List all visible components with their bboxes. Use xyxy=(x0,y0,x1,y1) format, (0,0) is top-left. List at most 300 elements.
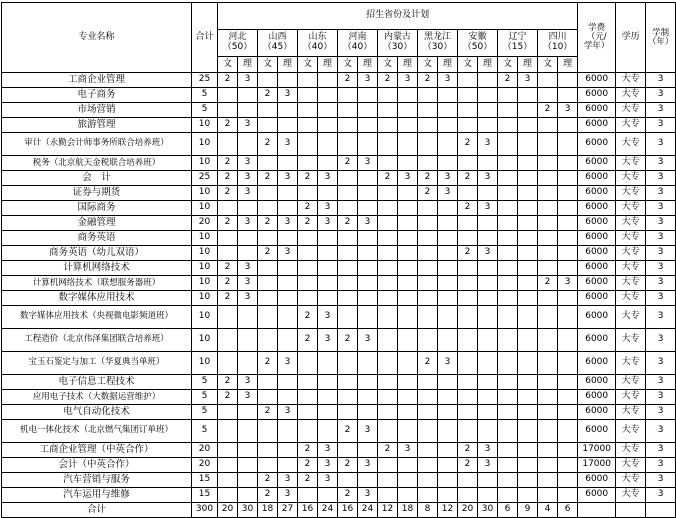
years-cell: 3 xyxy=(646,186,676,201)
education-cell: 大专 xyxy=(616,171,646,186)
plan-cell xyxy=(238,246,258,261)
education-cell: 大专 xyxy=(616,352,646,375)
plan-cell xyxy=(218,246,238,261)
plan-cell xyxy=(518,488,538,503)
plan-cell: 2 xyxy=(218,156,238,171)
plan-cell xyxy=(338,375,358,390)
plan-cell xyxy=(458,73,478,88)
plan-cell xyxy=(258,73,278,88)
plan-cell xyxy=(558,186,578,201)
plan-cell xyxy=(298,405,318,420)
plan-cell: 3 xyxy=(358,73,378,88)
plan-cell xyxy=(238,329,258,352)
plan-cell xyxy=(418,103,438,118)
education-cell: 大专 xyxy=(616,488,646,503)
row-total-cell: 10 xyxy=(192,329,218,352)
plan-cell xyxy=(338,473,358,488)
plan-cell: 2 xyxy=(218,375,238,390)
fee-cell: 6000 xyxy=(578,103,616,118)
plan-cell xyxy=(298,488,318,503)
row-total-cell: 10 xyxy=(192,306,218,329)
plan-cell xyxy=(418,201,438,216)
plan-cell xyxy=(218,88,238,103)
plan-cell: 2 xyxy=(458,133,478,156)
plan-cell xyxy=(478,216,498,231)
plan-cell: 3 xyxy=(318,306,338,329)
plan-cell xyxy=(458,216,478,231)
total-label: 合计 xyxy=(2,503,192,518)
fee-cell: 6000 xyxy=(578,291,616,306)
total-cell: 12 xyxy=(438,503,458,518)
plan-cell xyxy=(418,473,438,488)
education-cell: 大专 xyxy=(616,231,646,246)
years-cell: 3 xyxy=(646,216,676,231)
plan-cell xyxy=(558,201,578,216)
wenli-shanxi-wen: 文 xyxy=(258,57,278,73)
plan-cell xyxy=(298,103,318,118)
education-cell: 大专 xyxy=(616,458,646,473)
province-header-sichuan: 四川 （10） xyxy=(538,30,578,57)
plan-cell xyxy=(418,276,438,291)
row-total-cell: 25 xyxy=(192,171,218,186)
plan-cell xyxy=(218,133,238,156)
plan-cell xyxy=(358,103,378,118)
plan-cell xyxy=(398,133,418,156)
plan-cell xyxy=(538,375,558,390)
plan-cell xyxy=(538,420,558,443)
plan-cell xyxy=(438,458,458,473)
total-grand: 300 xyxy=(192,503,218,518)
plan-cell xyxy=(218,103,238,118)
row-total-cell: 5 xyxy=(192,375,218,390)
plan-cell: 3 xyxy=(358,420,378,443)
plan-cell xyxy=(478,186,498,201)
table-row xyxy=(2,133,676,156)
plan-cell xyxy=(338,306,358,329)
plan-cell xyxy=(518,390,538,405)
plan-cell xyxy=(318,186,338,201)
total-cell: 24 xyxy=(318,503,338,518)
fee-cell: 6000 xyxy=(578,156,616,171)
major-name-cell: 机电一体化技术（北京燃气集团订单班） xyxy=(2,420,192,443)
plan-cell xyxy=(358,133,378,156)
years-cell: 3 xyxy=(646,420,676,443)
province-header-shanxi: 山西 （45） xyxy=(258,30,298,57)
wenli-shandong-li: 理 xyxy=(318,57,338,73)
plan-cell xyxy=(338,246,358,261)
plan-cell xyxy=(378,329,398,352)
plan-cell xyxy=(538,88,558,103)
plan-cell xyxy=(338,291,358,306)
plan-cell xyxy=(398,231,418,246)
table-row xyxy=(2,118,676,133)
plan-cell xyxy=(218,458,238,473)
plan-cell: 2 xyxy=(298,473,318,488)
plan-cell xyxy=(358,186,378,201)
plan-cell xyxy=(218,473,238,488)
plan-cell xyxy=(318,118,338,133)
plan-cell xyxy=(338,276,358,291)
plan-cell xyxy=(238,443,258,458)
plan-cell xyxy=(438,261,458,276)
plan-cell: 2 xyxy=(298,458,318,473)
plan-cell xyxy=(518,103,538,118)
plan-cell: 2 xyxy=(458,246,478,261)
plan-cell xyxy=(438,375,458,390)
plan-cell xyxy=(438,276,458,291)
header-education: 学历 xyxy=(616,3,646,73)
table-row xyxy=(2,201,676,216)
plan-cell xyxy=(258,276,278,291)
plan-cell xyxy=(378,261,398,276)
plan-cell xyxy=(258,458,278,473)
plan-cell: 3 xyxy=(278,216,298,231)
plan-cell xyxy=(438,231,458,246)
plan-cell xyxy=(398,186,418,201)
table-row xyxy=(2,306,676,329)
plan-cell xyxy=(318,156,338,171)
total-cell: 4 xyxy=(538,503,558,518)
plan-cell xyxy=(278,443,298,458)
plan-cell: 3 xyxy=(238,216,258,231)
fee-cell: 17000 xyxy=(578,443,616,458)
plan-cell xyxy=(318,246,338,261)
plan-cell xyxy=(298,186,318,201)
major-name-cell: 旅游管理 xyxy=(2,118,192,133)
major-name-cell: 会 计 xyxy=(2,171,192,186)
plan-cell xyxy=(298,133,318,156)
plan-cell: 3 xyxy=(278,488,298,503)
plan-cell xyxy=(338,186,358,201)
wenli-shanxi-li: 理 xyxy=(278,57,298,73)
fee-cell: 6000 xyxy=(578,201,616,216)
plan-cell xyxy=(398,405,418,420)
plan-cell xyxy=(278,186,298,201)
plan-cell: 2 xyxy=(538,103,558,118)
plan-cell: 3 xyxy=(318,171,338,186)
major-name-cell: 商务英语 xyxy=(2,231,192,246)
total-cell: 20 xyxy=(218,503,238,518)
plan-cell xyxy=(378,375,398,390)
plan-cell xyxy=(538,156,558,171)
plan-cell xyxy=(398,103,418,118)
fee-cell: 6000 xyxy=(578,473,616,488)
plan-cell xyxy=(338,390,358,405)
plan-cell xyxy=(378,103,398,118)
plan-cell xyxy=(498,405,518,420)
total-fee-cell xyxy=(578,503,616,518)
plan-cell xyxy=(458,118,478,133)
years-cell: 3 xyxy=(646,443,676,458)
plan-cell xyxy=(298,420,318,443)
plan-cell xyxy=(458,231,478,246)
plan-cell xyxy=(438,103,458,118)
plan-cell: 2 xyxy=(538,276,558,291)
header-group-title: 招生省份及计划 xyxy=(218,3,578,30)
plan-cell xyxy=(378,291,398,306)
years-cell: 3 xyxy=(646,201,676,216)
plan-cell xyxy=(338,352,358,375)
years-cell: 3 xyxy=(646,246,676,261)
plan-cell: 3 xyxy=(478,171,498,186)
header-total: 合计 xyxy=(192,3,218,73)
major-name-cell: 商务英语（幼儿双语） xyxy=(2,246,192,261)
plan-cell xyxy=(498,458,518,473)
plan-cell xyxy=(478,276,498,291)
years-cell: 3 xyxy=(646,329,676,352)
plan-cell xyxy=(558,216,578,231)
plan-cell xyxy=(498,201,518,216)
plan-cell: 3 xyxy=(438,186,458,201)
wenli-sichuan-li: 理 xyxy=(558,57,578,73)
plan-cell: 3 xyxy=(358,329,378,352)
plan-cell xyxy=(378,352,398,375)
plan-cell xyxy=(518,405,538,420)
plan-cell xyxy=(478,420,498,443)
row-total-cell: 5 xyxy=(192,420,218,443)
plan-cell xyxy=(398,420,418,443)
plan-cell xyxy=(238,488,258,503)
plan-cell: 3 xyxy=(398,443,418,458)
plan-cell xyxy=(378,306,398,329)
plan-cell xyxy=(518,156,538,171)
plan-cell xyxy=(258,375,278,390)
major-name-cell: 汽车运用与维修 xyxy=(2,488,192,503)
plan-cell xyxy=(298,276,318,291)
plan-cell xyxy=(418,458,438,473)
plan-cell: 3 xyxy=(398,73,418,88)
plan-cell xyxy=(318,276,338,291)
plan-cell xyxy=(378,88,398,103)
years-cell: 3 xyxy=(646,88,676,103)
plan-cell xyxy=(298,88,318,103)
plan-cell xyxy=(538,390,558,405)
plan-cell xyxy=(438,216,458,231)
years-cell: 3 xyxy=(646,390,676,405)
table-row xyxy=(2,443,676,458)
plan-cell xyxy=(398,246,418,261)
table-row xyxy=(2,420,676,443)
row-total-cell: 10 xyxy=(192,118,218,133)
plan-cell: 2 xyxy=(458,458,478,473)
plan-cell xyxy=(318,405,338,420)
years-cell: 3 xyxy=(646,291,676,306)
plan-cell xyxy=(558,390,578,405)
plan-cell xyxy=(338,103,358,118)
plan-cell xyxy=(558,156,578,171)
years-cell: 3 xyxy=(646,118,676,133)
plan-cell xyxy=(418,133,438,156)
plan-cell xyxy=(318,352,338,375)
plan-cell xyxy=(298,261,318,276)
province-header-shandong: 山东 （40） xyxy=(298,30,338,57)
major-name-cell: 汽车营销与服务 xyxy=(2,473,192,488)
plan-cell xyxy=(218,443,238,458)
plan-cell xyxy=(398,352,418,375)
plan-cell: 2 xyxy=(218,216,238,231)
plan-cell xyxy=(458,375,478,390)
plan-cell xyxy=(498,420,518,443)
plan-cell xyxy=(458,352,478,375)
plan-cell xyxy=(418,231,438,246)
plan-cell xyxy=(278,420,298,443)
plan-cell xyxy=(518,118,538,133)
fee-cell: 6000 xyxy=(578,133,616,156)
total-cell: 12 xyxy=(378,503,398,518)
education-cell: 大专 xyxy=(616,276,646,291)
plan-cell: 3 xyxy=(318,329,338,352)
table-row xyxy=(2,216,676,231)
wenli-liaoning-wen: 文 xyxy=(498,57,518,73)
plan-cell xyxy=(498,443,518,458)
plan-cell xyxy=(398,306,418,329)
plan-cell: 3 xyxy=(238,186,258,201)
plan-cell: 3 xyxy=(358,156,378,171)
plan-cell: 2 xyxy=(338,420,358,443)
plan-cell xyxy=(518,291,538,306)
plan-cell xyxy=(278,276,298,291)
row-total-cell: 10 xyxy=(192,352,218,375)
wenli-liaoning-li: 理 xyxy=(518,57,538,73)
plan-cell xyxy=(538,246,558,261)
plan-cell: 3 xyxy=(318,443,338,458)
fee-cell: 6000 xyxy=(578,405,616,420)
province-header-liaoning: 辽宁 （15） xyxy=(498,30,538,57)
plan-cell: 2 xyxy=(298,171,318,186)
plan-cell xyxy=(478,261,498,276)
plan-cell xyxy=(478,156,498,171)
plan-cell xyxy=(278,73,298,88)
plan-cell xyxy=(538,73,558,88)
total-cell: 24 xyxy=(358,503,378,518)
plan-cell xyxy=(238,88,258,103)
plan-cell xyxy=(318,261,338,276)
plan-cell xyxy=(218,488,238,503)
plan-cell xyxy=(558,171,578,186)
row-total-cell: 5 xyxy=(192,88,218,103)
plan-cell xyxy=(238,405,258,420)
wenli-hebei-li: 理 xyxy=(238,57,258,73)
plan-cell xyxy=(538,458,558,473)
plan-cell xyxy=(478,473,498,488)
plan-cell xyxy=(458,88,478,103)
plan-cell xyxy=(398,261,418,276)
plan-cell xyxy=(558,246,578,261)
plan-cell xyxy=(418,246,438,261)
plan-cell: 3 xyxy=(438,352,458,375)
plan-cell xyxy=(398,118,418,133)
plan-cell xyxy=(398,156,418,171)
plan-cell xyxy=(458,390,478,405)
plan-cell xyxy=(358,201,378,216)
education-cell: 大专 xyxy=(616,216,646,231)
plan-cell xyxy=(238,201,258,216)
plan-cell: 3 xyxy=(238,118,258,133)
total-cell: 20 xyxy=(458,503,478,518)
plan-cell xyxy=(258,156,278,171)
plan-cell xyxy=(498,103,518,118)
plan-cell xyxy=(258,443,278,458)
plan-cell: 3 xyxy=(278,473,298,488)
plan-cell: 3 xyxy=(478,458,498,473)
plan-cell xyxy=(498,261,518,276)
plan-cell xyxy=(358,352,378,375)
row-total-cell: 20 xyxy=(192,443,218,458)
plan-cell: 2 xyxy=(418,352,438,375)
major-name-cell: 宝玉石鉴定与加工（华夏典当单班） xyxy=(2,352,192,375)
plan-cell: 3 xyxy=(558,276,578,291)
plan-cell xyxy=(518,458,538,473)
plan-cell xyxy=(258,186,278,201)
plan-cell: 2 xyxy=(258,88,278,103)
plan-cell xyxy=(558,420,578,443)
years-cell: 3 xyxy=(646,352,676,375)
plan-cell: 2 xyxy=(258,171,278,186)
plan-cell xyxy=(558,73,578,88)
major-name-cell: 工商企业管理（中英合作） xyxy=(2,443,192,458)
total-cell: 16 xyxy=(338,503,358,518)
plan-cell xyxy=(318,231,338,246)
plan-cell xyxy=(558,473,578,488)
plan-cell xyxy=(558,118,578,133)
major-name-cell: 金融管理 xyxy=(2,216,192,231)
plan-cell xyxy=(238,231,258,246)
plan-cell xyxy=(438,156,458,171)
plan-cell: 3 xyxy=(238,390,258,405)
plan-cell xyxy=(338,405,358,420)
plan-cell xyxy=(258,103,278,118)
plan-cell xyxy=(378,118,398,133)
plan-cell xyxy=(518,329,538,352)
major-name-cell: 工商企业管理 xyxy=(2,73,192,88)
plan-cell xyxy=(518,231,538,246)
major-name-cell: 数字媒体应用技术 xyxy=(2,291,192,306)
plan-cell: 2 xyxy=(418,73,438,88)
fee-cell: 6000 xyxy=(578,73,616,88)
plan-cell xyxy=(298,73,318,88)
total-cell: 6 xyxy=(558,503,578,518)
plan-cell xyxy=(558,133,578,156)
table-row xyxy=(2,261,676,276)
wenli-hebei-wen: 文 xyxy=(218,57,238,73)
plan-cell xyxy=(558,88,578,103)
plan-cell xyxy=(298,246,318,261)
plan-cell xyxy=(438,291,458,306)
plan-cell xyxy=(438,473,458,488)
years-cell: 3 xyxy=(646,73,676,88)
total-cell: 6 xyxy=(498,503,518,518)
fee-cell: 6000 xyxy=(578,231,616,246)
plan-cell: 2 xyxy=(458,171,478,186)
plan-cell xyxy=(358,375,378,390)
plan-cell xyxy=(498,276,518,291)
plan-cell xyxy=(398,473,418,488)
plan-cell xyxy=(458,156,478,171)
plan-cell xyxy=(398,291,418,306)
major-name-cell: 国际商务 xyxy=(2,201,192,216)
plan-cell xyxy=(518,261,538,276)
plan-cell: 2 xyxy=(298,443,318,458)
plan-cell xyxy=(278,103,298,118)
major-name-cell: 计算机网络技术（联想服务器班） xyxy=(2,276,192,291)
plan-cell xyxy=(378,201,398,216)
row-total-cell: 25 xyxy=(192,73,218,88)
plan-cell: 2 xyxy=(338,73,358,88)
plan-cell xyxy=(538,443,558,458)
plan-cell xyxy=(218,306,238,329)
plan-cell xyxy=(318,375,338,390)
education-cell: 大专 xyxy=(616,306,646,329)
